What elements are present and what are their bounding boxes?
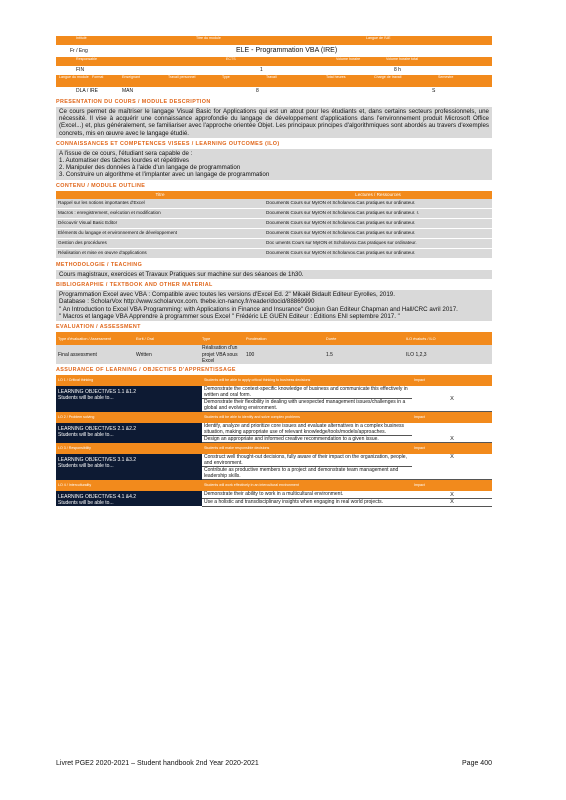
header-label: Travail	[266, 75, 277, 79]
table-row	[56, 218, 492, 228]
lo-mark: X	[412, 498, 492, 506]
page-footer	[56, 760, 492, 767]
header-label: Semestre	[438, 75, 454, 79]
lo-header-left: LO 2 / Problem solving	[56, 412, 202, 424]
lo-header-right: Impact	[412, 412, 492, 424]
outline-resource-cell: Doc uments Cours sur MyION et Scholarvox.Cas pratiques sur ordinateur.	[264, 238, 492, 248]
lo-row	[56, 491, 492, 498]
table-row	[56, 248, 492, 258]
presentation-text: Ce cours permet de maîtriser le langage Visual Basic for Applications qui est un atout pour les étudiants et, dans certains secteurs professionnels, une nécessité. Il vise à acquérir une connaissance approfondie du langage de développement d'applications dans l'environnement produit Microsoft Office (Excel...) et, plus généralement, se familiariser avec l'approche orientée Objet. Les principaux principes d'algorithmiques sont abordés au travers d'exemples concrets, mis en œuvre avec le langage étudié.	[56, 107, 492, 138]
header-label-row-3	[56, 75, 492, 87]
lo-objective-cell	[56, 454, 202, 480]
lo-header-mid: Students will be able to identify and solve complex problems	[202, 412, 412, 424]
lo-objective-cell	[56, 423, 202, 443]
lo-text: Demonstrate their flexibility in dealing with unexpected management issues/challenges in a global and evolving environment.	[202, 399, 412, 412]
lo-mark: X	[412, 423, 492, 443]
outline-resource-cell: Documents Cours sur MyION et Scholarvox.Cas pratiques sur ordinateur.	[264, 199, 492, 209]
lo-text: Identify, analyze and prioritize core issues and evaluate alternatives in a complex business situation, making appropriate use of relevant knowledge/tools/models/approaches.	[202, 423, 412, 436]
lo-row	[56, 454, 492, 467]
course-title: ELE - Programmation VBA (IRE)	[236, 47, 338, 54]
lo-objective-sub: Students will be able to...	[58, 463, 114, 470]
module-language-value: DLA / IRE	[76, 88, 98, 94]
assessment-description: Réalisation d'un projet VBA sous Excel	[200, 345, 244, 364]
assessment-title: EVALUATION / ASSESSMENT	[56, 324, 141, 331]
header-label: Total heures	[326, 75, 346, 79]
table-row	[56, 208, 492, 218]
table-row	[56, 238, 492, 248]
lo-objective-cell	[56, 386, 202, 412]
semester-value: S	[432, 88, 436, 94]
assessment-type: Final assessment	[56, 345, 134, 364]
header-label: Intitulé	[76, 36, 87, 40]
bibliography-entry: " Macros et langage VBA Apprendre à programmer sous Excel " Frédéric LE GUEN Editeur : Editions ENI septembre 2017. "	[59, 313, 400, 321]
lo-mark: X	[412, 454, 492, 480]
header-label-row-1	[56, 36, 492, 45]
lo-objective-label: LEARNING OBJECTIVES 4.1 &4.2	[58, 494, 137, 501]
page-number: Page 400	[462, 760, 492, 767]
table-row	[56, 345, 492, 364]
header-label-row-2	[56, 57, 492, 66]
bibliography-entry: Database : ScholarVox http://www.scholarvox.com. thebe.icn-nancy.fr/reader/docid/88869990	[59, 298, 315, 306]
bibliography-title: BIBLIOGRAPHIE / TEXTBOOK AND OTHER MATERIAL	[56, 281, 213, 288]
footer-handbook-label: Livret PGE2 2020-2021 – Student handbook 2nd Year 2020-2021	[56, 760, 259, 767]
assessment-weight: 100	[244, 345, 324, 364]
header-label: Format	[92, 75, 104, 79]
header-label: Type	[222, 75, 230, 79]
header-label: Titre du module	[196, 36, 221, 40]
volume-value: 8 h	[394, 67, 401, 73]
course-header	[56, 36, 492, 96]
course-page	[56, 36, 492, 507]
module-outline-title: CONTENU / MODULE OUTLINE	[56, 182, 146, 189]
lo-text: Use a holistic and transdisciplinary insights when engaging in real world projects.	[202, 498, 412, 506]
lo-text: Demonstrate their ability to work in a multicultural environment.	[202, 491, 412, 498]
header-value-row-1	[56, 66, 492, 75]
course-language: Fr / Eng	[70, 48, 88, 54]
header-label: ECTS	[226, 57, 236, 61]
lo-row	[56, 423, 492, 436]
lo-objective-cell	[56, 491, 202, 506]
outline-title-cell: Réalisation et mise en œuvre d'applications	[56, 248, 264, 258]
lo-header-row	[56, 480, 492, 492]
header-label: Volume horaire total	[386, 57, 418, 61]
column-header: Durée	[324, 332, 404, 345]
module-outline-table	[56, 191, 492, 259]
outline-title-cell: Eléments du langage et environnement de développement	[56, 228, 264, 238]
outline-title-cell: Gestion des procédures	[56, 238, 264, 248]
header-value-row-2	[56, 87, 492, 96]
column-header: Titre	[56, 191, 264, 199]
presentation-title: PRESENTATION DU COURS / MODULE DESCRIPTION	[56, 99, 211, 105]
lo-text: Construct well thought-out decisions, fully aware of their impact on the organization, people, and environment.	[202, 454, 412, 467]
column-header: Type	[200, 332, 244, 345]
assessment-duration: 1.5	[324, 345, 404, 364]
column-header: ILO évalués / ILO	[404, 332, 492, 345]
lo-header-left: LO 1 / Critical thinking	[56, 375, 202, 386]
column-header: Lectures / Ressources	[264, 191, 492, 199]
lo-objective-sub: Students will be able to...	[58, 395, 114, 402]
teaching-text: Cours magistraux, exercices et Travaux Pratiques sur machine sur des séances de 1h30.	[56, 270, 492, 279]
lo-header-right: Impact	[412, 375, 492, 386]
lo-header-row	[56, 412, 492, 424]
outline-title-cell: Rappel sur les notions importantes d'Excel	[56, 199, 264, 209]
learning-outcomes-title: CONNAISSANCES ET COMPETENCES VISEES / LEARNING OUTCOMES (ILO)	[56, 140, 280, 147]
header-title-row	[56, 45, 492, 57]
header-label: Responsable	[76, 57, 97, 61]
workload-value: 8	[256, 88, 259, 94]
learning-outcomes-box	[56, 149, 492, 180]
lo-header-mid: Students will make responsible decisions	[202, 443, 412, 455]
bibliography-entry: Programmation Excel avec VBA : Compatible avec toutes les versions d'Excel Ed. 2" Mikaël Bidault Editeur Eyrolles, 2019.	[59, 290, 395, 298]
lo-header-mid: Students will work effectively in an intercultural environment	[202, 480, 412, 492]
lo-header-row	[56, 443, 492, 455]
header-label: Charge de travail	[374, 75, 402, 79]
bibliography-box	[56, 290, 492, 322]
outline-title-cell: Macros : enregistrement, exécution et modification	[56, 208, 264, 218]
table-row	[56, 199, 492, 209]
lo-header-left: LO 3 / Responsibility	[56, 443, 202, 455]
column-header: Pondération	[244, 332, 324, 345]
lo-text: Demonstrate the context-specific knowledge of business and communicate this effectively in written and oral form.	[202, 386, 412, 399]
header-label: Langue de l'UE	[366, 36, 391, 40]
assurance-of-learning-title: ASSURANCE OF LEARNING / OBJECTIFS D'APPRENTISSAGE	[56, 367, 236, 374]
table-row	[56, 228, 492, 238]
column-header: Type d'évaluation / Assessment	[56, 332, 134, 345]
header-label: Langue du module	[59, 75, 89, 79]
lo-objective-label: LEARNING OBJECTIVES 3.1 &3.2	[58, 457, 137, 464]
lo-header-left: LO 4 / Interculturality	[56, 480, 202, 492]
outline-resource-cell: Documents Cours sur MyION et Scholarvox.Cas pratiques sur ordinateur.	[264, 218, 492, 228]
assessment-table	[56, 332, 492, 364]
assessment-mode: Written	[134, 345, 200, 364]
lo-objective-sub: Students will be able to...	[58, 432, 114, 439]
lo-text: Design an appropriate and informed creative recommendation to a given issue.	[202, 436, 412, 443]
table-header-row	[56, 332, 492, 345]
learning-outcome-item: 2. Manipuler des données à l'aide d'un langage de programmation	[59, 164, 241, 172]
lo-header-row	[56, 375, 492, 386]
assurance-of-learning-table	[56, 375, 492, 507]
outline-resource-cell: Documents Cours sur MyION et Scholarvox.Cas pratiques sur ordinateur.	[264, 228, 492, 238]
outline-resource-cell: Documents Cours sur MyION et Scholarvox.Cas pratiques sur ordinateur. r.	[264, 208, 492, 218]
column-header: Ecrit / Oral	[134, 332, 200, 345]
learning-outcome-item: 1. Automatiser des tâches lourdes et répétitives	[59, 157, 190, 165]
lo-objective-sub: Students will be able to...	[58, 500, 114, 507]
header-label: Volume horaire	[336, 57, 361, 61]
lo-header-right: Impact	[412, 480, 492, 492]
ects-value: 1	[260, 67, 263, 73]
header-label: Enseignant	[122, 75, 140, 79]
format-value: MAN	[122, 88, 134, 94]
lo-text: Contribute as productive members to a project and demonstrate team management and leadership skills.	[202, 467, 412, 480]
learning-outcome-item: 3. Construire un algorithme et l'implanter avec un langage de programmation	[59, 171, 270, 179]
lo-objective-label: LEARNING OBJECTIVES 2.1 &2.2	[58, 426, 137, 433]
lo-header-mid: Students will be able to apply critical thinking to business decisions	[202, 375, 412, 386]
outline-title-cell: Découvrir Visual Basic Editor	[56, 218, 264, 228]
lo-objective-label: LEARNING OBJECTIVES 1.1 &1.2	[58, 389, 137, 396]
lo-mark: X	[412, 386, 492, 412]
table-header-row	[56, 191, 492, 199]
lo-mark: X	[412, 491, 492, 498]
bibliography-entry: " An Introduction to Excel VBA Programming: with Applications in Finance and Insurance" Guojun Gan Editeur Chapman and Hall/CRC avril 2017.	[59, 305, 458, 313]
lo-header-right: Impact	[412, 443, 492, 455]
assessment-ilo: ILO 1,2,3	[404, 345, 492, 364]
teaching-title: METHODOLOGIE / TEACHING	[56, 261, 143, 268]
department-value: FIN	[76, 67, 85, 73]
learning-outcomes-intro: A l'issue de ce cours, l'étudiant sera capable de :	[59, 149, 193, 157]
outline-resource-cell: Documents Cours sur MyION et Scholarvox.Cas pratiques sur ordinateur.	[264, 248, 492, 258]
header-label: Travail personnel	[168, 75, 196, 79]
lo-row	[56, 386, 492, 399]
